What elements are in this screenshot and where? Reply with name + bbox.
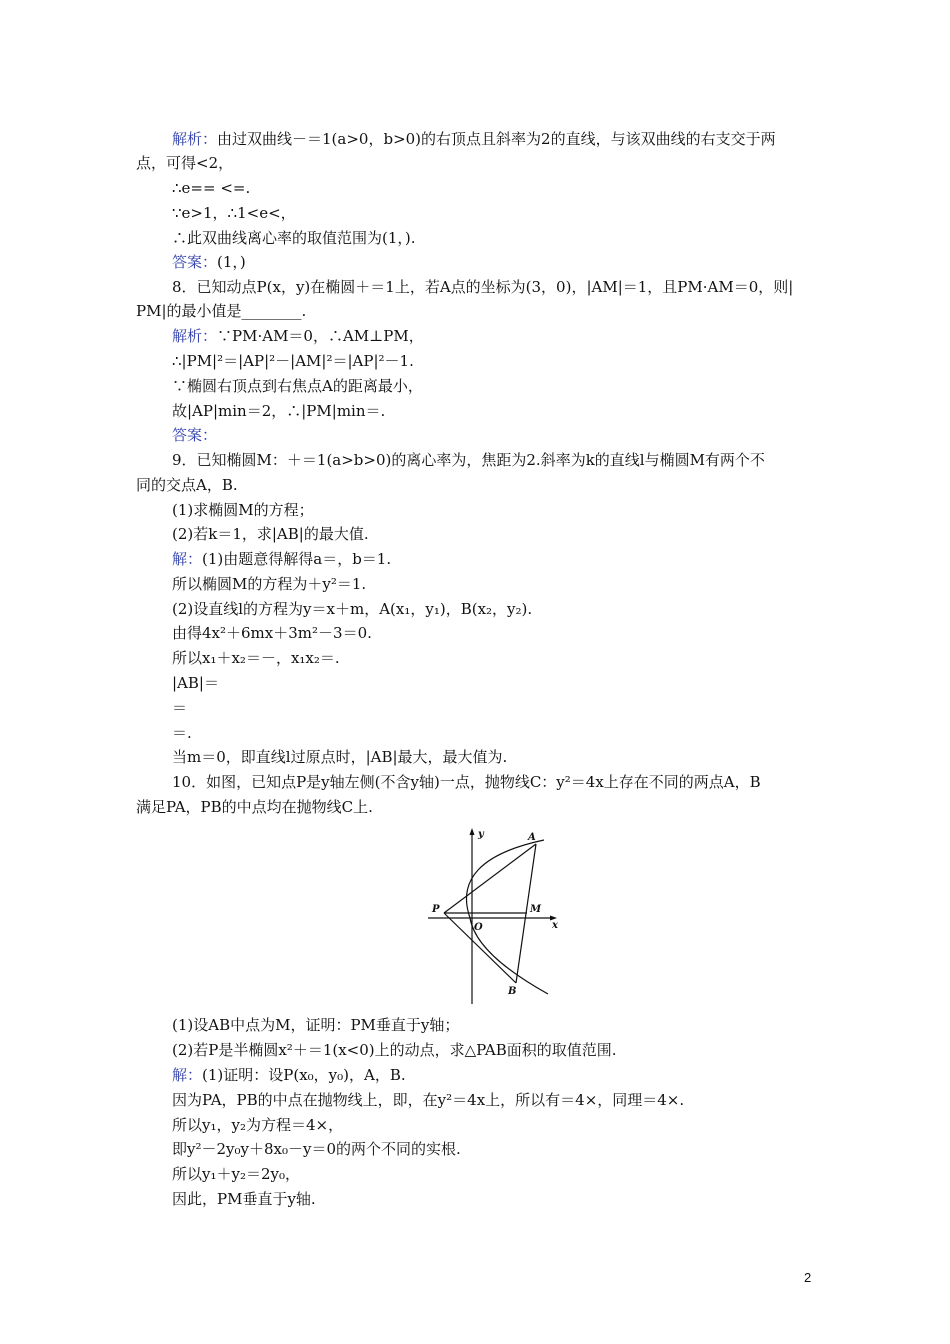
text-line	[136, 796, 373, 818]
line-text: ∵e>1，∴1<e<，	[172, 204, 296, 222]
line-text: 满足PA，PB的中点均在抛物线C上.	[136, 798, 373, 816]
line-text: 因此，PM垂直于y轴.	[172, 1190, 316, 1208]
label-b: B	[508, 986, 517, 997]
answer-label: 答案：	[172, 253, 218, 271]
label-o: O	[474, 922, 483, 933]
line-text: 8．已知动点P(x，y)在椭圆＋＝1上，若A点的坐标为(3，0)，|AM|＝1，且PM·AM＝0，则|	[172, 278, 794, 296]
line-text: 因为PA，PB的中点在抛物线上，即，在y²＝4x上，所以有＝4×，同理＝4×.	[172, 1091, 685, 1109]
text-line	[172, 227, 416, 249]
answer-label: 解：	[172, 550, 203, 568]
line-text: ∵椭圆右顶点到右焦点A的距离最小，	[172, 377, 423, 395]
text-line	[172, 449, 765, 471]
line-text: 同的交点A，B.	[136, 476, 238, 494]
text-line	[172, 523, 369, 545]
text-line	[172, 746, 507, 768]
text-line	[172, 598, 532, 620]
line-text: 当m＝0，即直线l过原点时，|AB|最大，最大值为.	[172, 748, 508, 766]
line-text: ∵PM·AM＝0，∴AM⊥PM，	[217, 327, 424, 345]
text-line	[172, 1064, 406, 1086]
answer-label: 答案：	[172, 426, 218, 444]
line-text: (1)由题意得解得a＝，b＝1.	[202, 550, 392, 568]
text-line	[172, 128, 776, 150]
answer-label: 解：	[172, 1066, 203, 1084]
text-line	[136, 474, 238, 496]
line-text: 点，可得<2，	[136, 154, 234, 172]
line-text: ∴此双曲线离心率的取值范围为(1，).	[172, 229, 416, 247]
text-line	[172, 350, 414, 372]
label-x: x	[552, 920, 558, 931]
line-text: ＝.	[172, 724, 192, 742]
text-line	[172, 1188, 316, 1210]
line-text: ∴e== <=.	[172, 179, 251, 197]
line-text: 10．如图，已知点P是y轴左侧(不含y轴)一点，抛物线C：y²＝4x上存在不同的两点A，B	[172, 773, 761, 791]
label-p: P	[432, 904, 440, 915]
line-text: (2)设直线l的方程为y＝x＋m，A(x₁，y₁)，B(x₂，y₂).	[172, 600, 533, 618]
text-line	[136, 152, 233, 174]
parabola-curve	[466, 840, 548, 994]
line-text: 所以y₁，y₂为方程＝4×，	[172, 1116, 344, 1134]
answer-label: 解析：	[172, 130, 218, 148]
line-text: (1，)	[217, 253, 246, 271]
text-line	[172, 722, 192, 744]
line-text: 由得4x²＋6mx＋3m²－3＝0.	[172, 624, 372, 642]
text-line	[172, 400, 385, 422]
text-line	[172, 1114, 343, 1136]
text-line	[172, 251, 246, 273]
text-line	[172, 573, 366, 595]
text-line	[172, 1089, 684, 1111]
line-text: |AB|＝	[172, 674, 219, 692]
line-text: (1)证明：设P(x₀，y₀)，A，B.	[202, 1066, 406, 1084]
text-line	[172, 202, 296, 224]
text-line	[172, 499, 314, 521]
text-line	[136, 300, 306, 322]
line-text: PM|的最小值是________.	[136, 302, 307, 320]
text-line	[172, 276, 793, 298]
label-y: y	[478, 829, 484, 840]
label-m: M	[530, 904, 542, 915]
text-line	[172, 647, 340, 669]
parabola-figure	[424, 826, 570, 1008]
text-line	[172, 548, 391, 570]
line-text: 由过双曲线－＝1(a>0，b>0)的右顶点且斜率为2的直线，与该双曲线的右支交于两	[217, 130, 776, 148]
text-line	[172, 1163, 300, 1185]
answer-label: 解析：	[172, 327, 218, 345]
text-line	[172, 672, 219, 694]
line-text: 所以椭圆M的方程为＋y²＝1.	[172, 575, 367, 593]
y-axis-arrow	[470, 828, 475, 835]
line-text: (1)设AB中点为M，证明：PM垂直于y轴；	[172, 1016, 460, 1034]
text-line	[172, 424, 217, 446]
text-line	[172, 622, 372, 644]
line-text: 9．已知椭圆M：＋＝1(a>b>0)的离心率为，焦距为2.斜率为k的直线l与椭圆M有两个不	[172, 451, 765, 469]
line-text: 即y²－2y₀y＋8x₀－y＝0的两个不同的实根.	[172, 1140, 461, 1158]
text-line	[172, 325, 424, 347]
line-text: 故|AP|min＝2，∴|PM|min＝.	[172, 402, 386, 420]
line-text: ＝	[172, 699, 188, 717]
line-text: (2)若P是半椭圆x²＋＝1(x<0)上的动点，求△PAB面积的取值范围.	[172, 1041, 617, 1059]
label-a: A	[528, 832, 536, 843]
segment-pa	[444, 844, 536, 913]
text-line	[172, 697, 187, 719]
text-line	[172, 1039, 617, 1061]
text-line	[172, 771, 761, 793]
text-line	[172, 375, 423, 397]
page-number: 2	[804, 1270, 812, 1285]
text-line	[172, 177, 250, 199]
line-text: 所以y₁＋y₂＝2y₀，	[172, 1165, 301, 1183]
text-line	[172, 1014, 459, 1036]
line-text: ∴|PM|²＝|AP|²－|AM|²＝|AP|²－1.	[172, 352, 414, 370]
line-text: (2)若k＝1，求|AB|的最大值.	[172, 525, 369, 543]
line-text: (1)求椭圆M的方程；	[172, 501, 314, 519]
line-text: 所以x₁＋x₂＝－，x₁x₂＝.	[172, 649, 340, 667]
text-line	[172, 1138, 461, 1160]
